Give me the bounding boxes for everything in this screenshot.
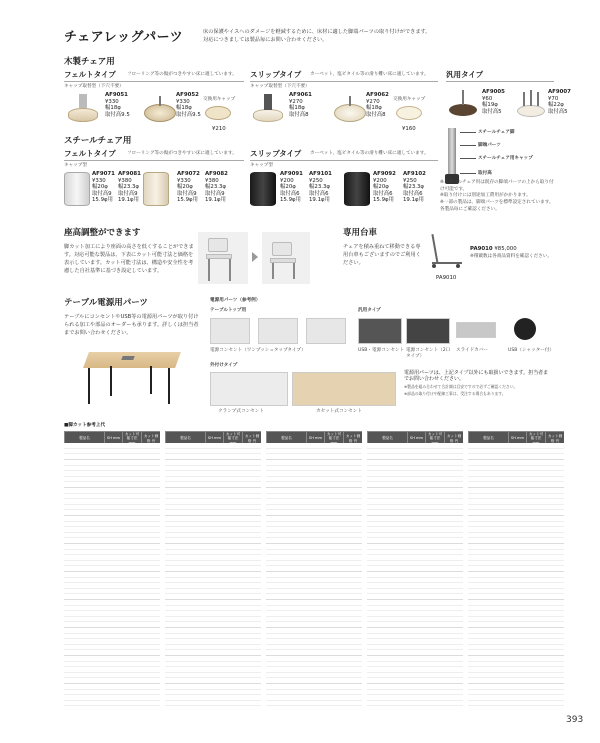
diagram-label-height: 取付高	[478, 171, 492, 176]
af9052-price: ¥330	[176, 98, 190, 105]
af9081-dim3: 19.1φ用	[118, 197, 139, 204]
steel-slip-cap-image-2	[344, 172, 370, 206]
af9082-dim2: 取付高9	[205, 190, 225, 197]
af9101-dim2: 取付高6	[309, 190, 329, 197]
af9101-price: ¥250	[309, 177, 323, 184]
universal-image-2	[514, 88, 548, 124]
dolly-price: ¥85,000	[494, 246, 517, 252]
power-parts-label: 電源用パーツ（参考例）	[210, 298, 261, 303]
steel-slip-title: スリップタイプ	[250, 149, 302, 158]
table-body-rows	[64, 443, 564, 711]
chair-after-image	[262, 232, 310, 284]
intro-line-2: 対応につきましては製品毎にお問い合わせください。	[203, 37, 328, 44]
felt-replacement-cap-image	[205, 106, 231, 120]
steel-slip-cap-image-1	[250, 172, 276, 206]
diagram-label-tip: 脚端パーツ	[478, 143, 501, 148]
af9071-price: ¥330	[92, 177, 106, 184]
dolly-price-line	[470, 246, 517, 253]
power-top-label: テーブルトップ用	[210, 308, 247, 313]
page-title: チェアレッグパーツ	[64, 30, 184, 45]
af9007-dim2: 取付高5	[548, 108, 568, 115]
af9005-code: AF9005	[482, 89, 505, 95]
af9007-code: AF9007	[548, 89, 571, 95]
af9092-dim3: 15.9φ用	[373, 197, 394, 204]
wood-felt-desc: フローリング等の傷がつきやすい床に適しています。	[127, 72, 237, 77]
af9051-price: ¥330	[105, 98, 119, 105]
felt-cap-image-2	[140, 92, 180, 128]
wood-slip-sub1: キャップ取替型（下穴不要）	[250, 84, 310, 89]
steel-felt-desc: フローリング等の傷がつきやすい床に適しています。	[127, 151, 237, 156]
af9091-dim2: 取付高6	[280, 190, 300, 197]
af9005-dim1: 幅19φ	[482, 102, 498, 109]
af9102-dim1: 幅23.3φ	[403, 184, 424, 191]
cut-table-1: 製品名 SH mm カット可能寸法 カット価格 円	[64, 431, 161, 446]
af9072-dim3: 15.9φ用	[177, 197, 198, 204]
af9071-spec	[92, 171, 115, 204]
wood-slip-sub2: 交換用キャップ	[393, 97, 426, 102]
af9007-spec	[548, 89, 571, 115]
af9051-code: AF9051	[105, 92, 128, 98]
slide-cover-image	[456, 322, 496, 338]
af9082-dim3: 19.1φ用	[205, 197, 226, 204]
wood-felt-title: フェルトタイプ	[64, 70, 116, 79]
af9062-dim2: 取付高8	[366, 111, 386, 118]
power-cap-2: USB・電源コンセント	[358, 348, 405, 353]
af9092-code: AF9092	[373, 171, 396, 177]
diagram-label-leg: スチールチェア脚	[478, 130, 515, 135]
af9071-code: AF9071	[92, 171, 115, 177]
af9101-dim1: 幅23.3φ	[309, 184, 330, 191]
af9092-dim2: 取付高6	[373, 190, 393, 197]
af9082-dim1: 幅23.3φ	[205, 184, 226, 191]
two-outlet-image	[406, 318, 450, 344]
wood-felt-sub1: キャップ取替型（下穴不要）	[64, 84, 124, 89]
af9082-code: AF9082	[205, 171, 228, 177]
steel-notes	[440, 180, 558, 213]
af9101-dim3: 19.1φ用	[309, 197, 330, 204]
af9091-code: AF9091	[280, 171, 303, 177]
af9082-spec	[205, 171, 228, 204]
chair-before-image	[198, 232, 248, 284]
power-notice: 電源用パーツは、上記タイプ以外にも取扱いできます。担当者までお問い合わせください。	[404, 370, 549, 383]
af9091-dim1: 幅20φ	[280, 184, 296, 191]
af9102-code: AF9102	[403, 171, 426, 177]
dolly-title: 専用台車	[343, 228, 378, 238]
steel-slip-sub: キャップ型	[250, 163, 273, 168]
steel-slip-desc: カーペット、塩ビタイル等の滑り難い床に適しています。	[310, 151, 429, 156]
power-cap-5: USB（シャッター付）	[508, 348, 555, 353]
af9051-dim2: 取付高9.5	[105, 111, 130, 118]
af9102-dim3: 19.1φ用	[403, 197, 424, 204]
power-top-image-1	[210, 318, 250, 344]
af9061-dim1: 幅18φ	[289, 105, 305, 112]
cassette-outlet-image	[292, 372, 396, 406]
power-cap-1: 電源コンセント（ワンプッシュタップタイプ）	[210, 348, 306, 353]
power-cap-7: カセット式コンセント	[316, 409, 362, 414]
af9062-price: ¥270	[366, 98, 380, 105]
af9092-price: ¥200	[373, 177, 387, 184]
af9007-dim1: 幅22φ	[548, 102, 564, 109]
af9081-price: ¥380	[118, 177, 132, 184]
af9071-dim3: 15.9φ用	[92, 197, 113, 204]
general-type-label: 汎用タイプ	[358, 308, 381, 313]
af9072-dim2: 取付高9	[177, 190, 197, 197]
af9101-spec	[309, 171, 332, 204]
steel-felt-sub: キャップ型	[64, 163, 87, 168]
universal-image-1	[446, 88, 480, 124]
clamp-type-label: 外付けタイプ	[210, 363, 238, 368]
cut-table-2: 製品名 SH mm カット可能寸法 カット価格 円	[165, 431, 262, 446]
steel-felt-cap-image-2	[143, 172, 169, 206]
af9052-code: AF9052	[176, 92, 199, 98]
height-title: 座高調整ができます	[64, 228, 141, 238]
af9091-dim3: 15.9φ用	[280, 197, 301, 204]
power-title: テーブル電源用パーツ	[64, 298, 148, 308]
dolly-image	[428, 232, 466, 272]
af9081-dim2: 取付高9	[118, 190, 138, 197]
af9102-spec	[403, 171, 426, 204]
wood-felt-sub2: 交換用キャップ	[203, 97, 236, 102]
power-cap-4: スライドカバー	[456, 348, 488, 353]
slip-cap-price: ¥160	[402, 126, 416, 132]
felt-cap-price: ¥210	[212, 126, 226, 132]
power-top-image-3	[306, 318, 346, 344]
slip-cap-image-1	[250, 92, 288, 128]
power-cap-3: 電源コンセント（2口タイプ）	[406, 348, 451, 359]
usb-outlet-image	[358, 318, 402, 344]
af9061-code: AF9061	[289, 92, 312, 98]
af9052-dim2: 取付高9.5	[176, 111, 201, 118]
wood-slip-desc: カーペット、塩ビタイル等の滑り難い床に適しています。	[310, 72, 429, 77]
af9082-price: ¥380	[205, 177, 219, 184]
power-small-note-1: ※製品を組み合わせて合計額は目安ですので必ずご確認ください。	[404, 384, 518, 389]
power-small-note-2: ※部品の取り付けや配線工事は、受注する場合もあります。	[404, 391, 506, 396]
power-text: テーブルにコンセントやUSB等の電源用パーツが取り付けられる加工や部品のオーダーも承ります。詳しくは担当者までお問い合わせください。	[64, 314, 199, 337]
af9071-dim2: 取付高9	[92, 190, 112, 197]
af9051-spec	[105, 92, 130, 118]
intro-text	[203, 28, 493, 44]
steel-felt-title: フェルトタイプ	[64, 149, 116, 158]
cut-price-tables	[64, 431, 564, 711]
cut-table-4: 製品名 SH mm カット可能寸法 カット価格 円	[367, 431, 464, 446]
steel-felt-cap-image-1	[64, 172, 90, 206]
usb-shutter-image	[514, 318, 536, 340]
af9081-code: AF9081	[118, 171, 141, 177]
af9007-price: ¥70	[548, 95, 559, 102]
af9062-spec	[366, 92, 389, 118]
af9051-dim1: 幅18φ	[105, 105, 121, 112]
af9005-spec	[482, 89, 505, 115]
af9091-price: ¥200	[280, 177, 294, 184]
af9081-spec	[118, 171, 141, 204]
table-image	[80, 344, 184, 408]
cut-table-3: 製品名 SH mm カット可能寸法 カット価格 円	[266, 431, 363, 446]
af9092-dim1: 幅20φ	[373, 184, 389, 191]
table-caption: ■脚カット参考上代	[64, 423, 106, 428]
power-top-image-2	[258, 318, 298, 344]
cut-table-5: 製品名 SH mm カット可能寸法 カット価格 円	[468, 431, 564, 446]
wood-heading: 木製チェア用	[64, 57, 115, 67]
af9072-code: AF9072	[177, 171, 200, 177]
af9062-dim1: 幅18φ	[366, 105, 382, 112]
steel-note-3: ※一部の製品は、脚端パーツを標準設定されています。各製品毎にご確認ください。	[440, 199, 554, 212]
af9101-code: AF9101	[309, 171, 332, 177]
af9102-price: ¥250	[403, 177, 417, 184]
dolly-code: PA9010	[470, 246, 493, 252]
af9092-spec	[373, 171, 396, 204]
af9072-price: ¥330	[177, 177, 191, 184]
slip-cap-image-2	[330, 92, 370, 128]
power-cap-6: クランプ式コンセント	[218, 409, 264, 414]
af9061-dim2: 取付高8	[289, 111, 309, 118]
arrow-icon	[252, 252, 258, 262]
af9091-spec	[280, 171, 303, 204]
steel-note-2: ※取り付けには別途加工費用がかかります。	[440, 193, 531, 199]
af9081-dim1: 幅23.3φ	[118, 184, 139, 191]
steel-note-1: ※スチールチェア用は既存の脚端パーツの上から取り付け可能です。	[440, 180, 554, 192]
steel-heading: スチールチェア用	[64, 136, 132, 146]
height-text: 脚カット加工により座面の高さを低くすることができます。対応可能な製品は、下表にカット可能寸法と価格を表示しています。カット可能寸法は、構造や安全性を考慮した自社基準に基づき設定しています。	[64, 244, 194, 275]
page-number: 393	[566, 715, 584, 725]
af9061-spec	[289, 92, 312, 118]
af9102-dim2: 取付高6	[403, 190, 423, 197]
af9052-dim1: 幅18φ	[176, 105, 192, 112]
af9072-spec	[177, 171, 200, 204]
clamp-outlet-image	[210, 372, 288, 406]
slip-replacement-cap-image	[396, 106, 422, 120]
af9071-dim1: 幅20φ	[92, 184, 108, 191]
dolly-text: チェアを積み重ねて移動できる専用台車もございますのでご利用ください。	[343, 244, 421, 267]
af9052-spec	[176, 92, 201, 118]
af9005-price: ¥60	[482, 95, 493, 102]
dolly-caption: PA9010	[436, 275, 457, 281]
af9072-dim1: 幅20φ	[177, 184, 193, 191]
felt-cap-image-1	[64, 92, 104, 128]
af9061-price: ¥270	[289, 98, 303, 105]
af9062-code: AF9062	[366, 92, 389, 98]
intro-line-1: 床の保護やイスへのダメージを軽減するために、床材に適した脚端パーツの取り付けができます。	[203, 29, 431, 35]
universal-title: 汎用タイプ	[446, 70, 484, 79]
dolly-note: ※積載数は各商品資料を確認ください。	[470, 254, 552, 259]
af9005-dim2: 取付高5	[482, 108, 502, 115]
wood-slip-title: スリップタイプ	[250, 70, 302, 79]
diagram-label-cap: スチールチェア用キャップ	[478, 156, 533, 161]
